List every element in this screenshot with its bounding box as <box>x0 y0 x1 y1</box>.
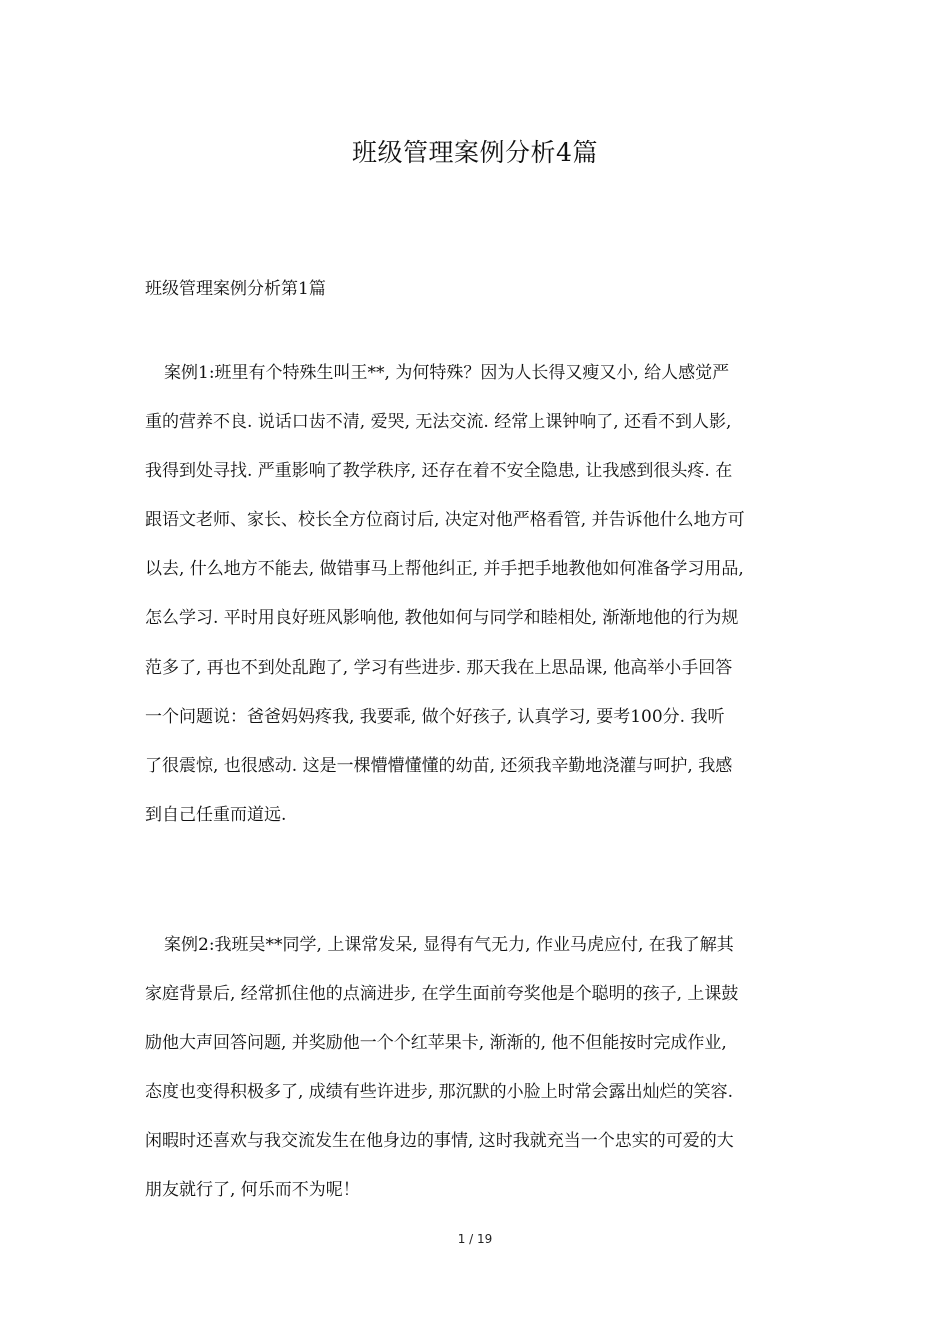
paragraph-line: 朋友就行了, 何乐而不为呢！ <box>145 1180 360 1201</box>
case-1-paragraph <box>145 356 815 847</box>
paragraph-line: 励他大声回答问题, 并奖励他一个个红苹果卡, 渐渐的, 他不但能按时完成作业, <box>145 1033 727 1054</box>
paragraph-line: 重的营养不良. 说话口齿不清, 爱哭, 无法交流. 经常上课钟响了, 还看不到人影, <box>145 412 732 433</box>
paragraph-line: 范多了, 再也不到处乱跑了, 学习有些进步. 那天我在上思品课, 他高举小手回答 <box>145 657 733 678</box>
paragraph-line: 以去, 什么地方不能去, 做错事马上帮他纠正, 并手把手地教他如何准备学习用品, <box>145 559 744 580</box>
paragraph-line: 一个问题说：爸爸妈妈疼我, 我要乖, 做个好孩子, 认真学习, 要考100分. 我听 <box>145 706 725 727</box>
page-number: 1 / 19 <box>457 1232 493 1246</box>
paragraph-line: 跟语文老师、家长、校长全方位商讨后, 决定对他严格看管, 并告诉他什么地方可 <box>145 510 745 531</box>
paragraph-line: 家庭背景后, 经常抓住他的点滴进步, 在学生面前夸奖他是个聪明的孩子, 上课鼓 <box>145 984 739 1005</box>
paragraph-line: 态度也变得积极多了, 成绩有些许进步, 那沉默的小脸上时常会露出灿烂的笑容. <box>145 1082 734 1103</box>
paragraph-line: 案例2:我班吴**同学, 上课常发呆, 显得有气无力, 作业马虎应付, 在我了解其 <box>164 935 734 955</box>
section-heading: 班级管理案例分析第1篇 <box>145 279 326 299</box>
paragraph-line: 到自己任重而道远. <box>145 804 287 825</box>
paragraph-line: 案例1:班里有个特殊生叫王**, 为何特殊？因为人长得又瘦又小, 给人感觉严 <box>164 363 730 383</box>
paragraph-line: 怎么学习. 平时用良好班风影响他, 教他如何与同学和睦相处, 渐渐地他的行为规 <box>145 608 739 629</box>
paragraph-line: 我得到处寻找. 严重影响了教学秩序, 还存在着不安全隐患, 让我感到很头疼. 在 <box>145 461 733 482</box>
paragraph-line: 闲暇时还喜欢与我交流发生在他身边的事情, 这时我就充当一个忠实的可爱的大 <box>145 1131 734 1152</box>
case-2-paragraph <box>145 928 815 1223</box>
paragraph-line: 了很震惊, 也很感动. 这是一棵懵懵懂懂的幼苗, 还须我辛勤地浇灌与呵护, 我感 <box>145 755 733 776</box>
document-title: 班级管理案例分析4篇 <box>352 138 598 167</box>
